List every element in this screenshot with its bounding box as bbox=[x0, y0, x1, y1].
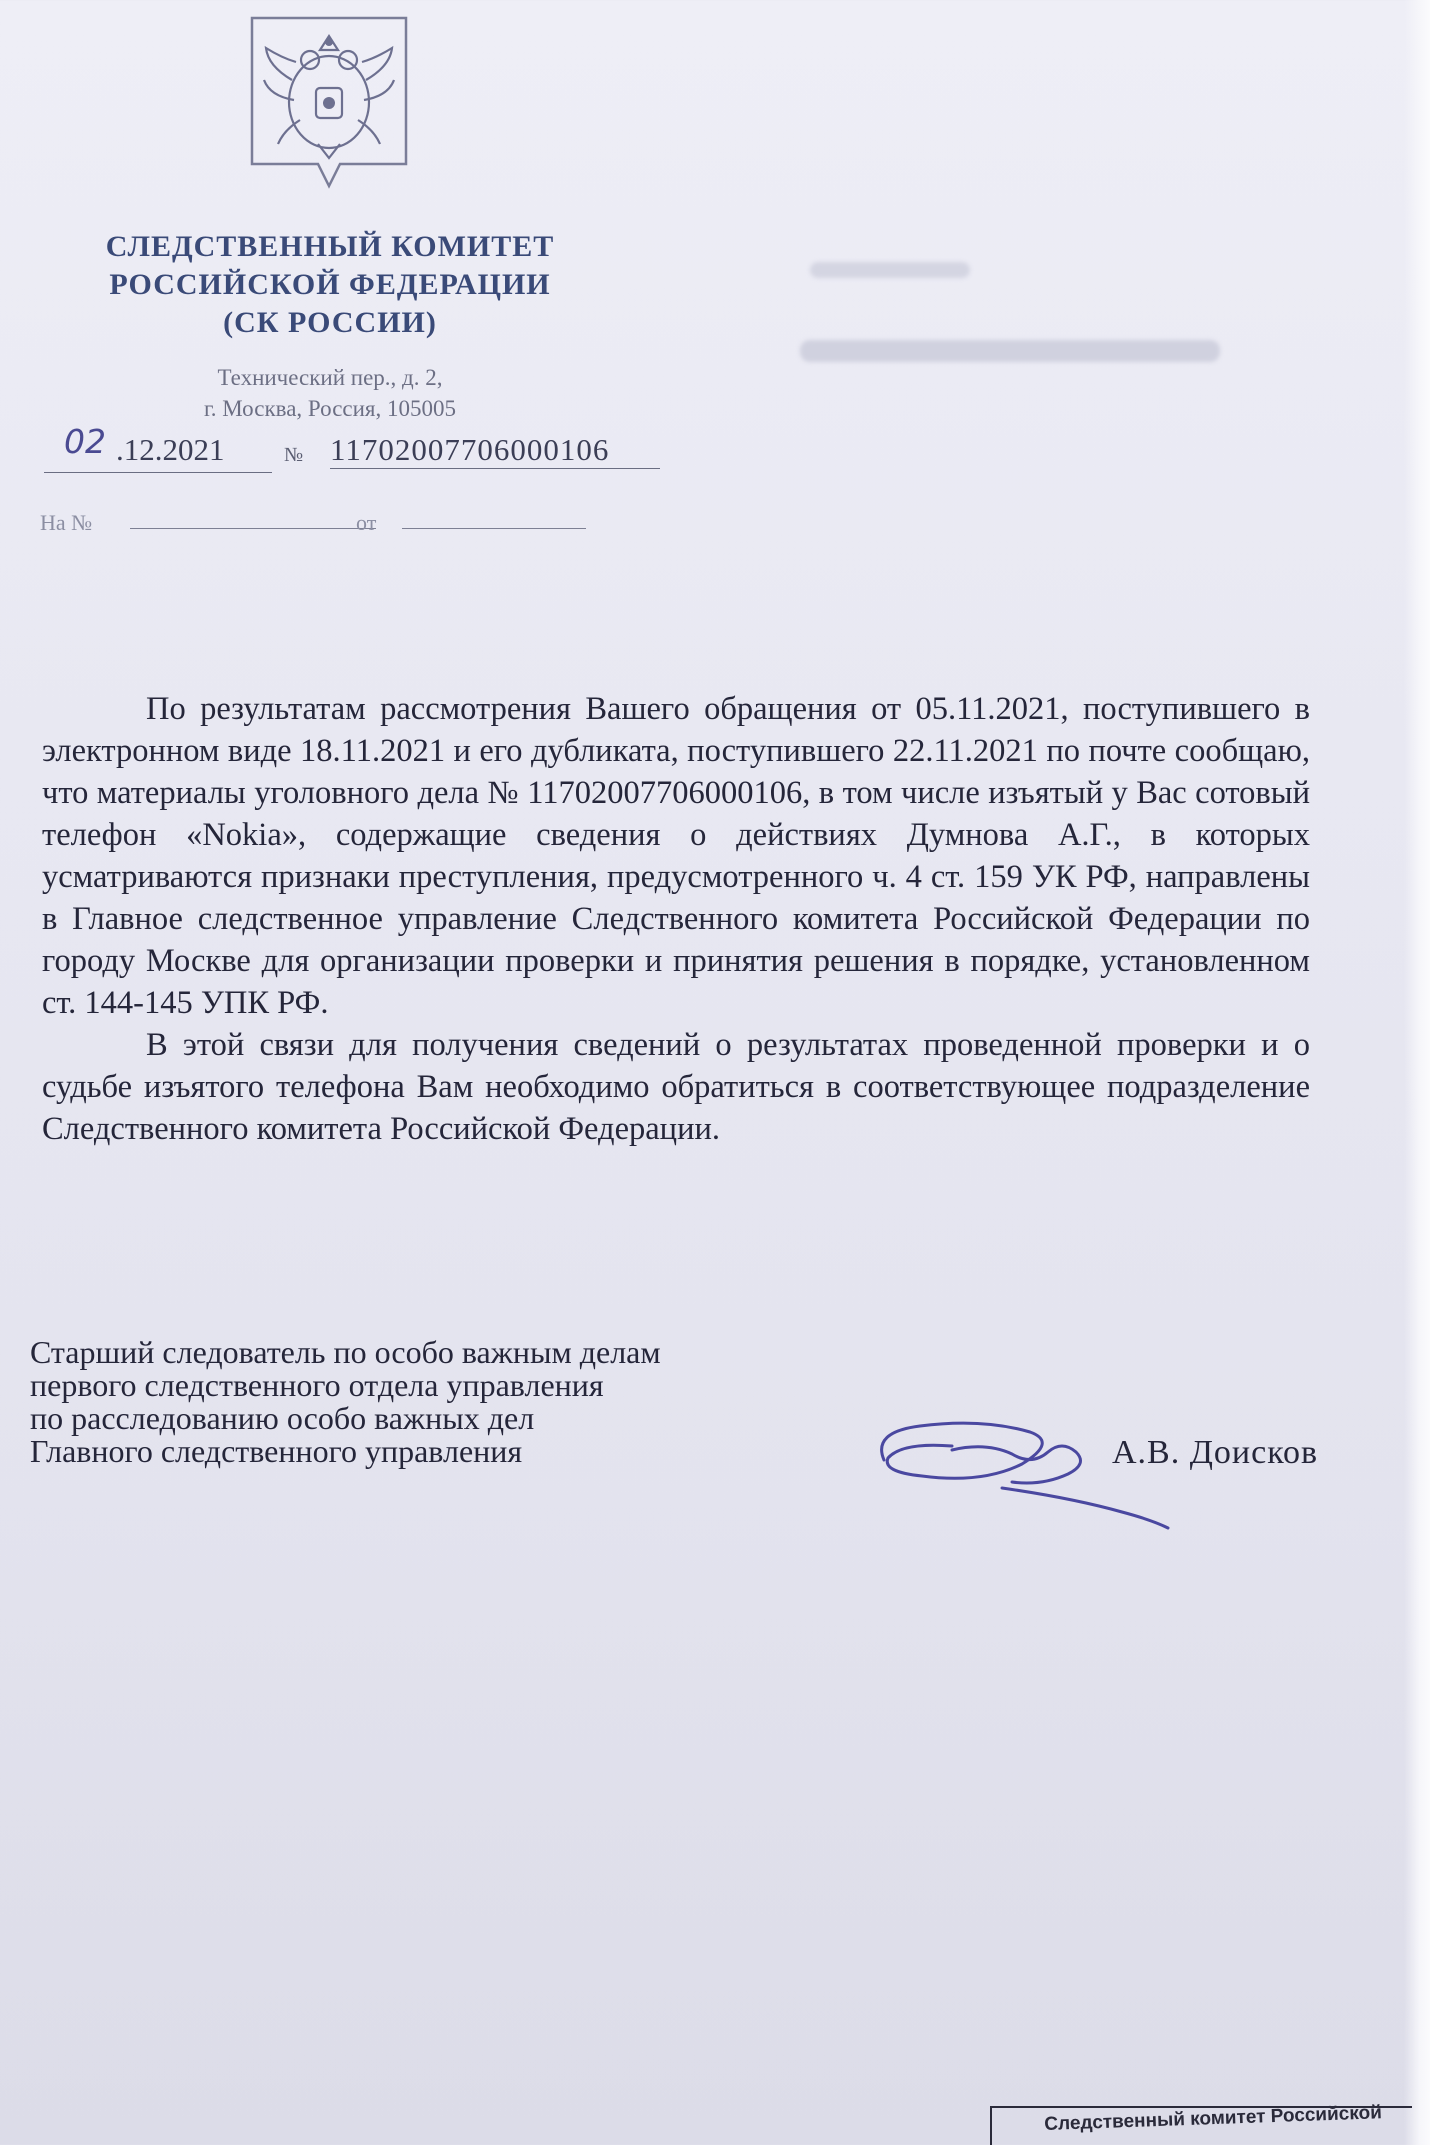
signer-name: А.В. Доисков bbox=[1112, 1434, 1319, 1471]
registration-number-label: № bbox=[284, 444, 304, 466]
organization-name bbox=[90, 228, 570, 342]
reference-date-label: от bbox=[356, 510, 377, 535]
letter-body bbox=[42, 688, 1310, 1150]
reference-line bbox=[40, 506, 600, 546]
org-name-line-2: РОССИЙСКОЙ ФЕДЕРАЦИИ bbox=[109, 268, 551, 301]
org-name-line-1: СЛЕДСТВЕННЫЙ КОМИТЕТ bbox=[105, 230, 555, 263]
reference-number-blank bbox=[130, 528, 376, 529]
paper-edge bbox=[1404, 0, 1430, 2145]
stamp-fragment bbox=[990, 2102, 1412, 2145]
organization-address bbox=[120, 362, 540, 424]
org-name-line-3: (СК РОССИИ) bbox=[223, 306, 437, 339]
signer-title-line-3: по расследованию особо важных дел bbox=[30, 1400, 535, 1436]
registration-date-day-handwritten: 02 bbox=[64, 422, 106, 461]
registration-date-field bbox=[44, 422, 272, 473]
registration-line bbox=[44, 422, 684, 476]
signer-title bbox=[30, 1336, 850, 1468]
body-paragraph-2: В этой связи для получения сведений о результатах проведенной проверки и о судьбе изъятого телефона Вам необходимо обратиться в соответствующее подразделение Следственного комитета Российской Федерации. bbox=[42, 1027, 1310, 1147]
reference-date-blank bbox=[402, 528, 586, 529]
reference-number-label: На № bbox=[40, 510, 93, 535]
registration-date-month-year: .12.2021 bbox=[116, 432, 225, 467]
signer-title-line-4: Главного следственного управления bbox=[30, 1433, 523, 1469]
signer-title-line-2: первого следственного отдела управления bbox=[30, 1367, 604, 1403]
body-paragraph-1: По результатам рассмотрения Вашего обращения от 05.11.2021, поступившего в электронном виде 18.11.2021 и его дубликата, поступившего 22.11.2021 по почте сообщаю, что материалы уголовного дела № 11702007706000106, в том числе изъятый у Вас сотовый телефон «Nokia», содержащие сведения о действиях Думнова А.Г., в которых усматриваются признаки преступления, предусмотренного ч. 4 ст. 159 УК РФ, направлены в Главное следственное управление Следственного комитета Российской Федерации по городу Москве для организации проверки и принятия решения в порядке, установленном ст. 144-145 УПК РФ. bbox=[42, 691, 1310, 1021]
signer-title-line-1: Старший следователь по особо важным делам bbox=[30, 1334, 661, 1370]
coat-of-arms-emblem bbox=[248, 14, 410, 192]
registration-number: 11702007706000106 bbox=[330, 432, 660, 469]
faded-recipient-address bbox=[790, 262, 1250, 412]
address-line-2: г. Москва, Россия, 105005 bbox=[203, 396, 457, 421]
address-line-1: Технический пер., д. 2, bbox=[217, 365, 443, 390]
stamp-text: Следственный комитет Российской bbox=[1044, 2102, 1383, 2135]
